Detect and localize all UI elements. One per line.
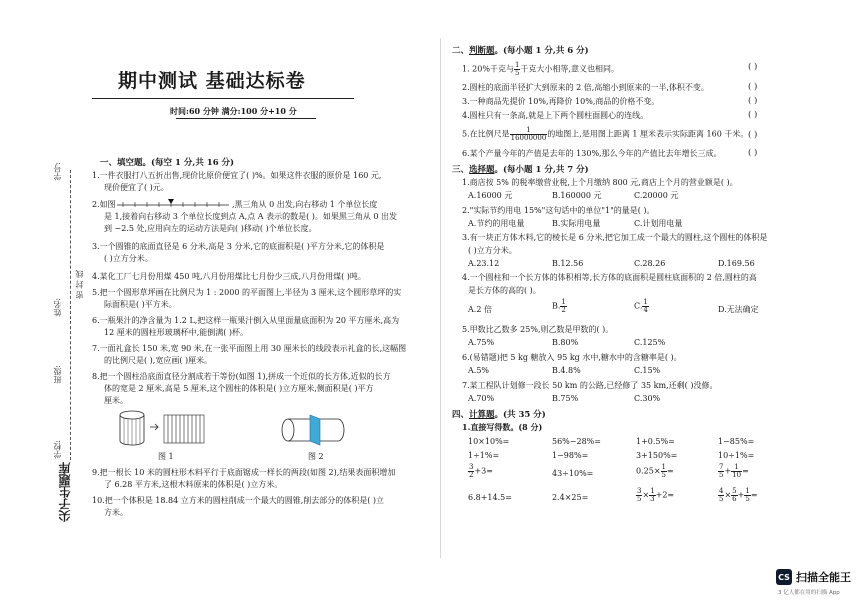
scanner-logo-icon: CS (776, 569, 792, 585)
class-label: 班级: (53, 365, 62, 384)
calc-r4c4: $\frac{4}{5}$ × $\frac{5}{6}$ + $\frac{1}{5}$ = (719, 487, 758, 503)
question-2a: ,黑三角从 0 出发,向右移动 1 个单位长度 (232, 200, 378, 209)
calc-subheading: 1.直接写得数。(8 分) (462, 422, 543, 432)
calc-r4c1: 6.8+14.5= (468, 493, 512, 502)
figure-2-cylinder (280, 413, 346, 447)
judge-4: 4.圆柱只有一条高,就是上下两个圆柱面圆心的连线。 (462, 111, 649, 120)
scanner-watermark (776, 569, 851, 585)
question-5a: 5.把一个圆形草坪画在比例尺为 1 : 2000 的平面图上,半径为 3 厘米,这个圆形草坪的实 (92, 288, 402, 297)
question-8a: 8.把一个圆柱沿底面直径分割成若干等份(如图 1),拼成一个近似的长方体,近似的长方 (92, 372, 391, 381)
choice-3-option-b[interactable]: B.12.56 (552, 259, 584, 268)
binding-strip (52, 150, 90, 590)
seal-line-label: 密 封 线 (75, 270, 84, 300)
choice-1: 1.商店按 5% 的税率缴营业税,上个月缴纳 800 元,商店上个月的营业额是( )。 (462, 178, 738, 187)
choice-5: 5.甲数比乙数多 25%,则乙数是甲数的( )。 (462, 325, 614, 334)
judge-1: 1. 20%千克与 $\frac{1}{5}$ 千克大小相等,意义也相同。 (462, 61, 619, 77)
choice-5-option-c[interactable]: C.125% (634, 338, 666, 347)
section-true-false: 二、判断题。(每小题 1 分,共 6 分) (452, 46, 589, 56)
question-8c: 厘米。 (104, 396, 128, 405)
page-title: 期中测试 基础达标卷 (118, 70, 306, 92)
choice-1-option-b[interactable]: B.160000 元 (552, 191, 602, 200)
figure-1-cylinder (118, 409, 210, 449)
time-underline (176, 118, 316, 119)
choice-6-option-c[interactable]: C.15% (634, 366, 661, 375)
question-9b: 了 6.28 平方米,这根木料原来的体积是( )立方米。 (104, 480, 283, 489)
choice-6: 6.(易错题)把 5 kg 糖放入 95 kg 水中,糖水中的含糖率是( )。 (462, 353, 682, 362)
question-3a: 3.一个圆锥的底面直径是 6 分米,高是 3 分米,它的底面积是( )平方分米,它的体积是 (92, 242, 385, 251)
brand-vertical: 尖子生题库 (58, 462, 72, 522)
choice-1-option-a[interactable]: A.16000 元 (468, 191, 513, 200)
choice-3-option-a[interactable]: A.23.12 (468, 259, 500, 268)
black-triangle-icon (168, 199, 174, 204)
calc-r2c3: 3+150%= (636, 451, 678, 460)
exam-time: 时间:60 分钟 满分:100 分+10 分 (170, 106, 297, 116)
title-rule (92, 98, 354, 99)
question-4: 4.某化工厂七月份用煤 450 吨,八月份用煤比七月份少三成,八月份用煤( )吨。 (92, 272, 366, 281)
choice-7: 7.某工程队计划修一段长 50 km 的公路,已经修了 35 km,还剩( )没修。 (462, 381, 718, 390)
choice-7-option-c[interactable]: C.30% (634, 394, 661, 403)
choice-2: 2."实际节约用电 15%"这句话中的单位"1"的量是( )。 (462, 206, 655, 215)
calc-r2c1: 1÷1%= (468, 451, 500, 460)
choice-4a: 4.一个圆柱和一个长方体的体积相等,长方体的底面积是圆柱底面积的 2 倍,圆柱的高 (462, 273, 757, 282)
choice-3-option-c[interactable]: C.28.26 (634, 259, 666, 268)
choice-4-option-d[interactable]: D.无法确定 (718, 305, 759, 314)
calc-r3c4: $\frac{7}{5}$ + $\frac{1}{10}$ = (719, 463, 749, 479)
choice-2-option-a[interactable]: A.节约的用电量 (468, 219, 525, 228)
calc-r4c3: $\frac{3}{5}$ × $\frac{1}{3}$ +2= (637, 487, 675, 503)
question-7b: 的比例尺是( ),宽应画( )厘米。 (104, 356, 213, 365)
choice-1-option-c[interactable]: C.20000 元 (634, 191, 679, 200)
question-2b: 是 1,接着向右移动 3 个单位长度到点 A,点 A 表示的数是( )。如果黑三角从 0 出发 (104, 212, 398, 221)
question-7a: 7.一面礼盒长 150 米,宽 90 米,在一张平面图上用 30 厘米长的线段表示礼盒的长,这幅图 (92, 344, 407, 353)
judge-1-blank[interactable]: ( ) (748, 62, 758, 72)
figure-2-caption: 图 2 (308, 452, 324, 461)
number-line-figure (117, 199, 229, 209)
choice-4-option-c[interactable]: C. $\frac{1}{4}$ (634, 298, 648, 314)
question-3b: ( )立方分米。 (104, 254, 153, 263)
choice-4b: 是长方体的高的( )。 (468, 286, 541, 295)
calc-r4c2: 2.4×25= (552, 493, 589, 502)
judge-6: 6.某个产量今年的产值是去年的 130%,那么今年的产值比去年增长三成。 (462, 149, 722, 158)
judge-5-blank[interactable]: ( ) (748, 130, 758, 140)
calc-r1c3: 1+0.5%= (636, 437, 675, 446)
question-10a: 10.把一个体积是 18.84 立方米的圆柱削成一个最大的圆锥,削去部分的体积是( )立 (92, 496, 385, 505)
question-2c: 到 −2.5 处,应用向左的运动方法是向( )移动( )个单位长度。 (104, 224, 317, 233)
figure-1-caption: 图 1 (158, 452, 174, 461)
section-calculation: 四、计算题。(共 35 分) (452, 410, 546, 420)
scanner-tagline: 3 亿人都在用的扫描 App (778, 590, 840, 596)
section-choice: 三、选择题。(每小题 1 分,共 7 分) (452, 165, 589, 175)
choice-4-option-b[interactable]: B. $\frac{1}{2}$ (552, 298, 566, 314)
calc-r1c1: 10×10%= (468, 437, 510, 446)
choice-7-option-a[interactable]: A.70% (468, 394, 495, 403)
school-label: 学校: (53, 440, 62, 459)
number-label: 学号: (53, 162, 62, 181)
question-2a-prefix: 2.如图 (92, 200, 116, 209)
question-10b: 方米。 (104, 508, 128, 517)
choice-7-option-b[interactable]: B.75% (552, 394, 579, 403)
question-1b: 现价便宜了( )元。 (104, 183, 169, 192)
choice-5-option-b[interactable]: B.80% (552, 338, 579, 347)
question-6b: 12 厘米的圆柱形玻璃杯中,能倒满( )杯。 (104, 328, 249, 337)
column-divider (440, 38, 441, 558)
choice-2-option-c[interactable]: C.计划用电量 (634, 219, 683, 228)
judge-2: 2.圆柱的底面半径扩大到原来的 2 倍,高缩小到原来的一半,体积不变。 (462, 83, 709, 92)
scanner-name: 扫描全能王 (796, 571, 851, 584)
calc-r3c1: $\frac{3}{2}$ +3= (469, 463, 493, 479)
judge-2-blank[interactable]: ( ) (748, 82, 758, 92)
calc-r3c2: 43÷10%= (552, 469, 594, 478)
choice-3b: ( )立方分米。 (468, 246, 517, 255)
question-5b: 际面积是( )平方米。 (104, 300, 177, 309)
choice-4-option-a[interactable]: A.2 倍 (468, 305, 492, 314)
seal-dashed-line (70, 170, 71, 460)
question-8b: 体的宽是 2 厘米,高是 5 厘米,这个圆柱的体积是( )立方厘米,侧面积是( )平方 (104, 384, 374, 393)
choice-6-option-b[interactable]: B.4.8% (552, 366, 581, 375)
question-6a: 6.一瓶果汁的净含量为 1.2 L,把这样一瓶果汁倒入从里面量底面积为 20 平方厘米,高为 (92, 316, 400, 325)
choice-2-option-b[interactable]: B.实际用电量 (552, 219, 601, 228)
calc-r3c3: 0.25× $\frac{1}{5}$ = (636, 463, 674, 479)
judge-3-blank[interactable]: ( ) (748, 96, 758, 106)
judge-4-blank[interactable]: ( ) (748, 110, 758, 120)
judge-3: 3.一种商品先提价 10%,再降价 10%,商品的价格不变。 (462, 97, 660, 106)
calc-r1c2: 56%−28%= (552, 437, 601, 446)
name-label: 姓名: (53, 298, 62, 317)
choice-3-option-d[interactable]: D.169.56 (718, 259, 755, 268)
calc-r2c2: 1−98%= (552, 451, 589, 460)
choice-5-option-a[interactable]: A.75% (468, 338, 495, 347)
section-fill-in: 一、填空题。(每空 1 分,共 16 分) (100, 158, 235, 168)
choice-3a: 3.有一块正方体木料,它的棱长是 6 分米,把它加工成一个最大的圆柱,这个圆柱的体积是 (462, 233, 768, 242)
question-9a: 9.把一根长 10 米的圆柱形木料平行于底面锯成一样长的两段(如图 2),结果表面积增加 (92, 468, 396, 477)
judge-5: 5.在比例尺是 $\frac{1}{16000000}$ 的地图上,是用图上距离 1 厘米表示实际距离 160 千米。 (462, 126, 749, 142)
question-1a: 1.一件衣服打八五折出售,现价比原价便宜了( )%。如果这件衣服的原价是 160 元, (92, 171, 382, 180)
choice-6-option-a[interactable]: A.5% (468, 366, 490, 375)
calc-r1c4: 1−85%= (718, 437, 755, 446)
judge-6-blank[interactable]: ( ) (748, 148, 758, 158)
calc-r2c4: 10÷1%= (718, 451, 755, 460)
